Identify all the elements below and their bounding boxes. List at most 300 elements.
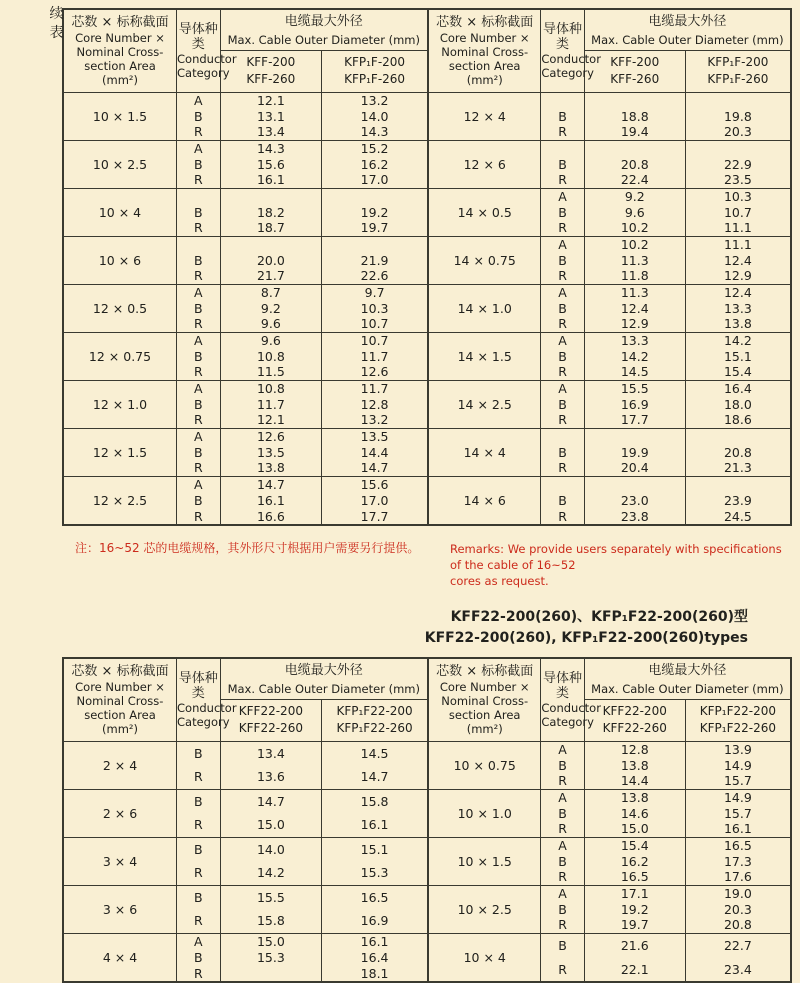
value-cell: 15.8: [220, 909, 322, 933]
category-cell: R: [177, 364, 221, 380]
value-cell: 15.7: [685, 805, 790, 821]
value-cell: 18.2: [220, 204, 322, 220]
category-cell: B: [177, 252, 221, 268]
value-cell: 8.7: [220, 284, 322, 300]
value-cell: 18.6: [685, 412, 790, 428]
table-row: [64, 284, 427, 300]
category-cell: A: [177, 140, 221, 156]
value-cell: 12.8: [322, 396, 427, 412]
value-cell: 12.6: [220, 428, 322, 444]
value-cell: 22.1: [584, 957, 685, 981]
header-conductor-category: [541, 659, 601, 741]
header-conductor-category-line: Conductor: [541, 700, 601, 715]
value-cell: 17.1: [584, 885, 685, 901]
header-max-diameter: [584, 659, 790, 699]
value-cell: 16.5: [685, 837, 790, 853]
header-max-diameter-zh: 电缆最大外径: [648, 662, 727, 678]
category-cell: [177, 188, 221, 204]
category-cell: B: [541, 492, 584, 508]
table-row: [64, 140, 427, 156]
header-conductor-category-line: Category: [541, 65, 594, 80]
value-cell: 19.4: [584, 124, 685, 140]
category-cell: B: [177, 837, 221, 861]
header-conductor-category-line: Conductor: [177, 51, 237, 66]
category-cell: R: [541, 957, 584, 981]
table2-left-half-grid: [64, 659, 427, 981]
header-model-col2: [322, 50, 427, 92]
value-cell: 12.1: [220, 92, 322, 108]
value-cell: 15.5: [220, 885, 322, 909]
cable-spec-table-1: [62, 8, 792, 526]
category-cell: R: [177, 124, 221, 140]
value-cell: [584, 428, 685, 444]
header-conductor-category: [177, 659, 237, 741]
header-conductor-category-line: Category: [541, 714, 594, 729]
table-row: [429, 284, 790, 300]
spec-cell: 14 × 0.5: [429, 188, 541, 236]
value-cell: 14.3: [220, 140, 322, 156]
value-cell: 14.7: [322, 460, 427, 476]
category-cell: R: [177, 316, 221, 332]
category-cell: A: [177, 332, 221, 348]
value-cell: 17.7: [322, 508, 427, 524]
table2-title: [62, 607, 792, 649]
category-cell: R: [177, 412, 221, 428]
value-cell: 15.2: [322, 140, 427, 156]
value-cell: 11.3: [584, 252, 685, 268]
value-cell: 15.6: [220, 156, 322, 172]
value-cell: 16.1: [220, 492, 322, 508]
value-cell: 13.4: [220, 741, 322, 765]
category-cell: R: [177, 508, 221, 524]
header-core-area-line: Core Number ×: [439, 31, 530, 46]
category-cell: A: [177, 380, 221, 396]
value-cell: 14.2: [584, 348, 685, 364]
value-cell: 11.1: [685, 236, 790, 252]
category-cell: B: [541, 805, 584, 821]
header-conductor-category: [177, 10, 237, 92]
model-name: KFP₁F-200: [344, 55, 406, 69]
table2-left-half: [64, 659, 427, 981]
value-cell: 13.4: [220, 124, 322, 140]
header-core-area-line: Core Number ×: [75, 31, 165, 46]
spec-cell: 10 × 1.5: [429, 837, 541, 885]
value-cell: 22.6: [322, 268, 427, 284]
header-conductor-category: [541, 10, 601, 92]
category-cell: A: [541, 789, 584, 805]
table1-right-half-grid: [429, 10, 790, 524]
table-row: [429, 428, 790, 444]
model-name: KFF22-200: [238, 704, 303, 718]
category-cell: B: [541, 444, 584, 460]
category-cell: R: [177, 765, 221, 789]
value-cell: 22.9: [685, 156, 790, 172]
value-cell: 15.3: [322, 861, 427, 885]
value-cell: 14.0: [220, 837, 322, 861]
category-cell: [541, 140, 584, 156]
category-cell: R: [541, 316, 584, 332]
table-row: [64, 380, 427, 396]
header-core-area-line: Nominal Cross-: [76, 45, 164, 60]
value-cell: 13.5: [220, 444, 322, 460]
value-cell: 14.7: [322, 765, 427, 789]
category-cell: R: [541, 268, 584, 284]
value-cell: 12.1: [220, 412, 322, 428]
category-cell: R: [177, 965, 221, 981]
value-cell: 15.0: [584, 821, 685, 837]
category-cell: A: [541, 741, 584, 757]
value-cell: 13.5: [322, 428, 427, 444]
category-cell: R: [177, 861, 221, 885]
header-core-area-line: Nominal Cross-: [76, 694, 164, 709]
model-name: KFP₁F22-200: [699, 704, 777, 718]
table-row: [429, 140, 790, 156]
header-conductor-category-line: 导体种: [178, 670, 218, 686]
value-cell: 19.8: [685, 108, 790, 124]
note-english-line2: cores as request.: [450, 574, 549, 588]
category-cell: B: [177, 885, 221, 909]
spec-cell: 14 × 2.5: [429, 380, 541, 428]
category-cell: B: [541, 156, 584, 172]
category-cell: B: [177, 492, 221, 508]
value-cell: 19.0: [685, 885, 790, 901]
category-cell: A: [177, 476, 221, 492]
value-cell: 13.8: [584, 757, 685, 773]
value-cell: 14.4: [322, 444, 427, 460]
model-name: KFF22-200: [602, 704, 667, 718]
value-cell: 15.7: [685, 773, 790, 789]
category-cell: A: [541, 332, 584, 348]
header-max-diameter-en: Max. Cable Outer Diameter (mm): [591, 32, 784, 47]
note-chinese: 注：16~52 芯的电缆规格，其外形尺寸根据用户需要另行提供。: [75, 541, 420, 555]
header-core-area-line: section Area: [84, 708, 156, 723]
value-cell: 16.4: [322, 949, 427, 965]
value-cell: 14.5: [584, 364, 685, 380]
spec-cell: 2 × 6: [64, 789, 177, 837]
category-cell: B: [541, 853, 584, 869]
value-cell: 13.2: [322, 412, 427, 428]
value-cell: 21.3: [685, 460, 790, 476]
table-row: [429, 476, 790, 492]
category-cell: R: [177, 268, 221, 284]
category-cell: R: [177, 813, 221, 837]
table2-title-zh: KFF22-200(260)、KFP₁F22-200(260)型: [450, 609, 748, 625]
table-row: [429, 332, 790, 348]
value-cell: 13.8: [584, 789, 685, 805]
category-cell: B: [541, 933, 584, 957]
header-max-diameter-zh: 电缆最大外径: [284, 662, 363, 678]
value-cell: [322, 188, 427, 204]
value-cell: 17.6: [685, 869, 790, 885]
category-cell: A: [541, 380, 584, 396]
value-cell: 16.1: [322, 933, 427, 949]
table-row: [64, 933, 427, 949]
model-name: KFP₁F22-200: [336, 704, 413, 718]
category-cell: R: [541, 124, 584, 140]
header-core-area-line: Core Number ×: [439, 680, 530, 695]
spec-cell: 14 × 1.5: [429, 332, 541, 380]
header-conductor-category-line: Category: [177, 65, 230, 80]
value-cell: 16.5: [584, 869, 685, 885]
spec-cell: 10 × 4: [429, 933, 541, 981]
value-cell: 11.1: [685, 220, 790, 236]
value-cell: 12.9: [584, 316, 685, 332]
category-cell: R: [541, 821, 584, 837]
value-cell: [220, 236, 322, 252]
category-cell: B: [177, 444, 221, 460]
table-row: [64, 789, 427, 813]
table-row: [64, 885, 427, 909]
value-cell: 18.1: [322, 965, 427, 981]
header-row-1: [429, 659, 790, 699]
model-name: KFP₁F-200: [707, 55, 769, 69]
table2-right-half: [427, 659, 790, 981]
table-row: [429, 236, 790, 252]
header-core-area-line: (mm²): [102, 722, 138, 737]
model-name: KFP₁F22-260: [699, 721, 777, 735]
header-conductor-category-line: Conductor: [177, 700, 237, 715]
table-row: [64, 188, 427, 204]
header-conductor-category-line: 类: [556, 685, 570, 701]
value-cell: 16.6: [220, 508, 322, 524]
category-cell: B: [177, 396, 221, 412]
value-cell: 18.7: [220, 220, 322, 236]
value-cell: [584, 92, 685, 108]
note-english: [450, 541, 792, 589]
table-row: [429, 933, 790, 957]
category-cell: A: [177, 933, 221, 949]
continued-table-label: [48, 5, 65, 43]
value-cell: 19.2: [322, 204, 427, 220]
value-cell: 22.4: [584, 172, 685, 188]
table-row: [64, 837, 427, 861]
value-cell: 14.3: [322, 124, 427, 140]
value-cell: 16.1: [322, 813, 427, 837]
value-cell: 20.3: [685, 901, 790, 917]
value-cell: 9.2: [584, 188, 685, 204]
value-cell: 17.7: [584, 412, 685, 428]
header-conductor-category-line: 导体种: [178, 21, 218, 37]
value-cell: 14.2: [220, 861, 322, 885]
category-cell: B: [177, 300, 221, 316]
value-cell: 22.7: [685, 933, 790, 957]
value-cell: 12.8: [584, 741, 685, 757]
spec-cell: 14 × 4: [429, 428, 541, 476]
value-cell: 20.0: [220, 252, 322, 268]
value-cell: 23.5: [685, 172, 790, 188]
value-cell: [322, 236, 427, 252]
category-cell: B: [541, 252, 584, 268]
category-cell: R: [541, 508, 584, 524]
value-cell: 14.9: [685, 757, 790, 773]
category-cell: B: [177, 741, 221, 765]
table-row: [429, 789, 790, 805]
value-cell: 13.6: [220, 765, 322, 789]
value-cell: 16.1: [685, 821, 790, 837]
spec-cell: 14 × 0.75: [429, 236, 541, 284]
header-core-area-line: (mm²): [102, 73, 138, 88]
header-core-area-line: (mm²): [466, 73, 503, 88]
value-cell: 23.4: [685, 957, 790, 981]
category-cell: R: [177, 172, 221, 188]
category-cell: B: [541, 757, 584, 773]
category-cell: B: [541, 348, 584, 364]
category-cell: A: [541, 885, 584, 901]
header-conductor-category-line: 类: [556, 36, 570, 52]
value-cell: 18.8: [584, 108, 685, 124]
value-cell: 15.8: [322, 789, 427, 813]
category-cell: R: [541, 220, 584, 236]
header-model-col2: [322, 699, 427, 741]
header-conductor-category-line: 类: [191, 36, 205, 52]
header-max-diameter: [584, 10, 790, 50]
value-cell: 9.7: [322, 284, 427, 300]
value-cell: 13.8: [220, 460, 322, 476]
value-cell: 14.9: [685, 789, 790, 805]
value-cell: 10.3: [322, 300, 427, 316]
model-name: KFF-200: [610, 55, 660, 69]
header-model-col2: [685, 699, 790, 741]
category-cell: A: [177, 92, 221, 108]
model-name: KFP₁F-260: [707, 72, 769, 86]
value-cell: 17.3: [685, 853, 790, 869]
value-cell: [685, 92, 790, 108]
category-cell: A: [177, 284, 221, 300]
header-conductor-category-line: 类: [191, 685, 205, 701]
value-cell: 14.6: [584, 805, 685, 821]
value-cell: 10.7: [322, 316, 427, 332]
spec-cell: 12 × 6: [429, 140, 541, 188]
category-cell: B: [177, 789, 221, 813]
value-cell: 17.0: [322, 172, 427, 188]
table-row: [429, 380, 790, 396]
spec-cell: 10 × 6: [64, 236, 177, 284]
value-cell: 10.8: [220, 380, 322, 396]
value-cell: 14.4: [584, 773, 685, 789]
category-cell: R: [541, 172, 584, 188]
model-name: KFP₁F22-260: [336, 721, 413, 735]
header-core-area: [64, 10, 177, 92]
spec-cell: 10 × 0.75: [429, 741, 541, 789]
header-conductor-category-line: Conductor: [541, 51, 601, 66]
header-core-area-line: 芯数 × 标称截面: [71, 664, 169, 680]
category-cell: A: [541, 188, 584, 204]
table1-left-half: [64, 10, 427, 524]
value-cell: 21.6: [584, 933, 685, 957]
table-row: [64, 428, 427, 444]
header-max-diameter-en: Max. Cable Outer Diameter (mm): [591, 681, 784, 696]
header-max-diameter: [220, 659, 427, 699]
spec-cell: 4 × 4: [64, 933, 177, 981]
value-cell: 14.5: [322, 741, 427, 765]
spec-cell: 14 × 6: [429, 476, 541, 524]
spec-cell: 12 × 0.75: [64, 332, 177, 380]
value-cell: 12.9: [685, 268, 790, 284]
value-cell: 23.0: [584, 492, 685, 508]
spec-cell: 12 × 0.5: [64, 284, 177, 332]
spec-cell: 10 × 1.5: [64, 92, 177, 140]
value-cell: 20.3: [685, 124, 790, 140]
category-cell: A: [541, 837, 584, 853]
value-cell: 15.5: [584, 380, 685, 396]
value-cell: [685, 476, 790, 492]
value-cell: 11.7: [322, 348, 427, 364]
header-max-diameter-zh: 电缆最大外径: [284, 13, 363, 29]
value-cell: [584, 140, 685, 156]
value-cell: 9.6: [220, 332, 322, 348]
category-cell: R: [541, 773, 584, 789]
value-cell: 15.4: [584, 837, 685, 853]
value-cell: 10.8: [220, 348, 322, 364]
value-cell: 10.2: [584, 220, 685, 236]
category-cell: B: [541, 300, 584, 316]
value-cell: 15.1: [322, 837, 427, 861]
value-cell: 20.8: [685, 444, 790, 460]
header-core-area-line: section Area: [448, 59, 521, 74]
cable-spec-table-2: [62, 657, 792, 983]
header-max-diameter-zh: 电缆最大外径: [648, 13, 727, 29]
spec-cell: 12 × 1.0: [64, 380, 177, 428]
category-cell: B: [177, 348, 221, 364]
value-cell: 15.1: [685, 348, 790, 364]
value-cell: [220, 965, 322, 981]
table-row: [429, 885, 790, 901]
value-cell: [584, 476, 685, 492]
header-core-area: [64, 659, 177, 741]
value-cell: 20.8: [685, 917, 790, 933]
header-core-area-line: 芯数 × 标称截面: [436, 664, 534, 680]
value-cell: [685, 428, 790, 444]
value-cell: 16.1: [220, 172, 322, 188]
category-cell: B: [177, 949, 221, 965]
spec-cell: 3 × 6: [64, 885, 177, 933]
value-cell: 13.2: [322, 92, 427, 108]
category-cell: R: [177, 220, 221, 236]
header-conductor-category-line: 导体种: [543, 21, 583, 37]
header-core-area: [429, 10, 541, 92]
category-cell: B: [541, 396, 584, 412]
value-cell: 13.1: [220, 108, 322, 124]
header-conductor-category-line: 导体种: [543, 670, 583, 686]
value-cell: 19.2: [584, 901, 685, 917]
spec-cell: 14 × 1.0: [429, 284, 541, 332]
value-cell: 10.7: [322, 332, 427, 348]
value-cell: 11.7: [322, 380, 427, 396]
value-cell: 16.2: [322, 156, 427, 172]
category-cell: B: [177, 204, 221, 220]
value-cell: 16.2: [584, 853, 685, 869]
value-cell: 15.4: [685, 364, 790, 380]
spec-cell: 12 × 2.5: [64, 476, 177, 524]
value-cell: 11.3: [584, 284, 685, 300]
continued-char-1: 续: [49, 6, 64, 22]
value-cell: [220, 188, 322, 204]
value-cell: 20.8: [584, 156, 685, 172]
table-row: [429, 837, 790, 853]
table2-title-en: KFF22-200(260), KFP₁F22-200(260)types: [424, 630, 748, 646]
value-cell: 14.0: [322, 108, 427, 124]
category-cell: R: [541, 412, 584, 428]
spec-cell: 10 × 2.5: [429, 885, 541, 933]
category-cell: R: [541, 869, 584, 885]
value-cell: 15.6: [322, 476, 427, 492]
value-cell: 9.6: [584, 204, 685, 220]
value-cell: 11.5: [220, 364, 322, 380]
header-core-area-line: Core Number ×: [75, 680, 165, 695]
value-cell: 18.0: [685, 396, 790, 412]
value-cell: 12.6: [322, 364, 427, 380]
model-name: KFP₁F-260: [344, 72, 406, 86]
